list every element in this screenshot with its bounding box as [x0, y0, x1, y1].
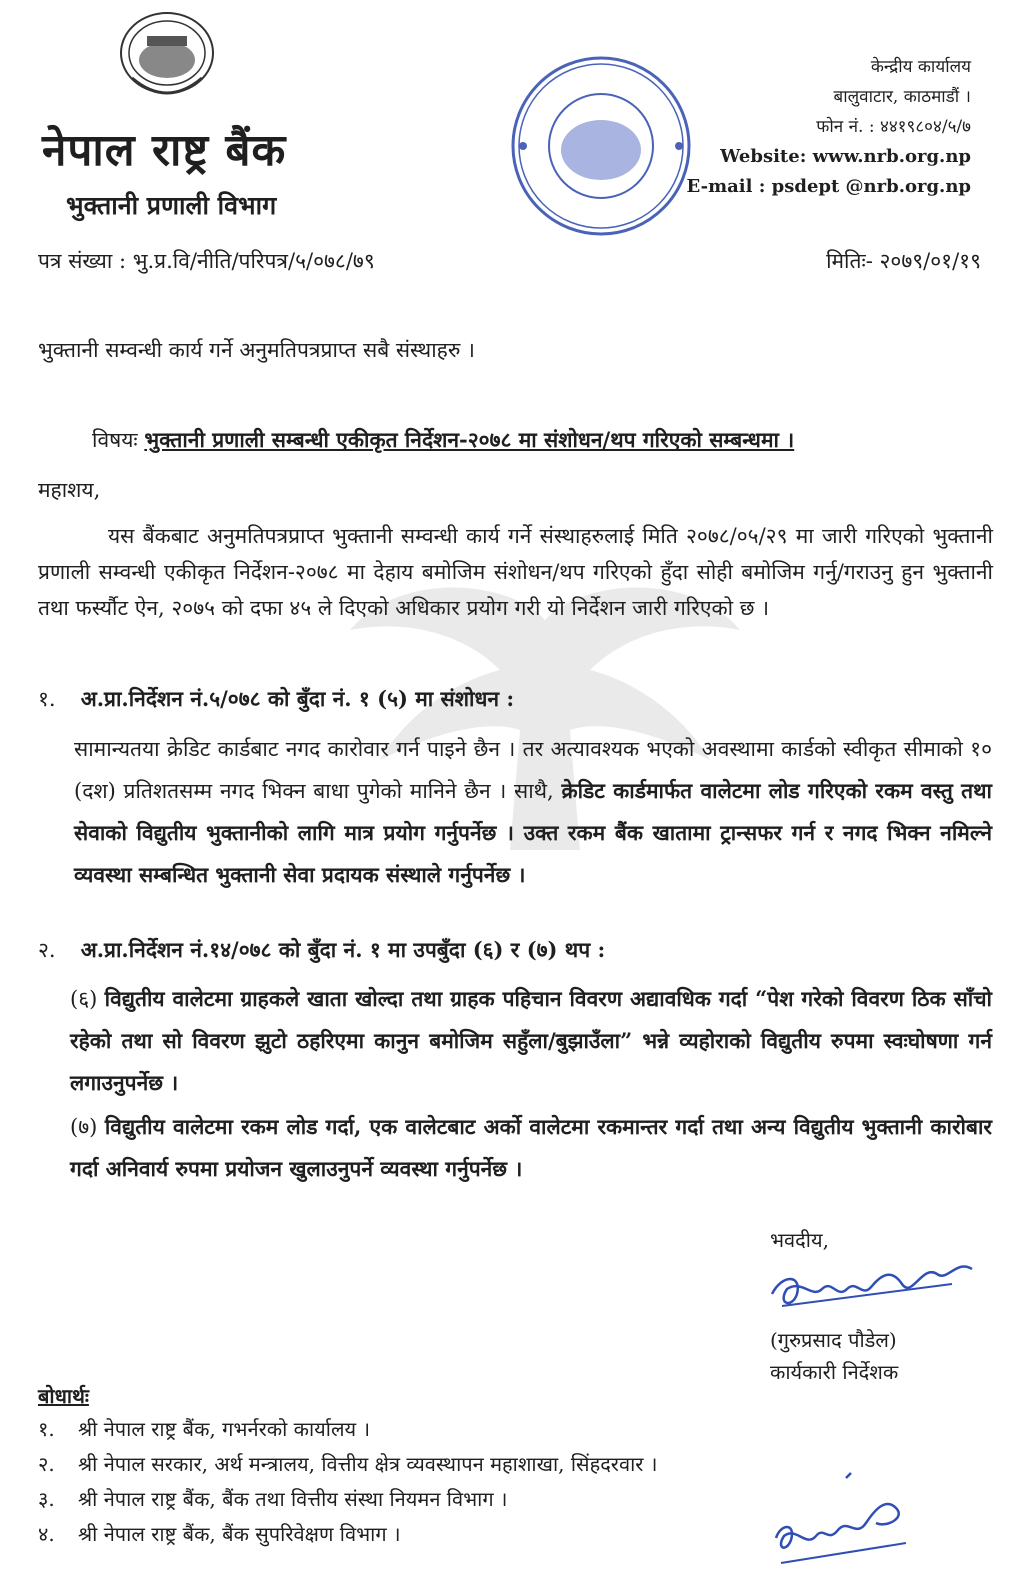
subject-label: विषयः	[92, 428, 138, 452]
recipient-line: भुक्तानी सम्वन्धी कार्य गर्ने अनुमतिपत्रप्राप्त सबै संस्थाहरु ।	[38, 338, 476, 362]
cc-item: ४. श्री नेपाल राष्ट्र बैंक, बैंक सुपरिवेक्षण विभाग ।	[38, 1522, 401, 1546]
office-address: बालुवाटार, काठमाडौं ।	[833, 87, 971, 107]
department-seal-stamp	[505, 50, 697, 242]
sub-item-6-text: विद्युतीय वालेटमा ग्राहकले खाता खोल्दा तथा ग्राहक पहिचान विवरण अद्यावधिक गर्दा “पेश गरेको विवरण ठिक साँचो रहेको तथा सो विवरण झुटो ठहरिएमा कानुन बमोजिम सहुँला/बुझाउँला” भन्ने व्यहोराको विद्युतीय रुपमा स्वःघोषणा गर्न लगाउनुपर्नेछ ।	[70, 986, 992, 1095]
sub-item-7-text: विद्युतीय वालेटमा रकम लोड गर्दा, एक वालेटबाट अर्को वालेटमा रकमान्तर गर्दा तथा अन्य विद्युतीय भुक्तानी कारोबार गर्दा अनिवार्य रुपमा प्रयोजन खुलाउनुपर्ने व्यवस्था गर्नुपर्नेछ ।	[70, 1114, 992, 1181]
intro-paragraph: यस बैंकबाट अनुमतिपत्रप्राप्त भुक्तानी सम्वन्धी कार्य गर्ने संस्थाहरुलाई मिति २०७८/०५/२९ मा जारी गरिएको भुक्तानी प्रणाली सम्वन्धी एकीकृत निर्देशन-२०७८ मा देहाय बमोजिम संशोधन/थप गरिएको हुँदा सोही बमोजिम गर्नु/गराउनु हुन भुक्तानी तथा फर्स्यौट ऐन, २०७५ को दफा ४५ ले दिएको अधिकार प्रयोग गरी यो निर्देशन जारी गरिएको छ ।	[38, 524, 993, 620]
department-name: भुक्तानी प्रणाली विभाग	[66, 191, 277, 220]
office-website[interactable]: Website: www.nrb.org.np	[720, 146, 971, 167]
office-contact-block	[687, 52, 971, 202]
initials-signature	[766, 1468, 916, 1578]
cc-item: २. श्री नेपाल सरकार, अर्थ मन्त्रालय, वित्तीय क्षेत्र व्यवस्थापन महाशाखा, सिंहदरवार ।	[38, 1452, 658, 1476]
subject-text: भुक्तानी प्रणाली सम्बन्धी एकीकृत निर्देशन-२०७८ मा संशोधन/थप गरिएको सम्बन्धमा ।	[144, 427, 795, 452]
closing-line: भवदीय,	[770, 1228, 829, 1252]
cc-item: ३. श्री नेपाल राष्ट्र बैंक, बैंक तथा वित्तीय संस्था नियमन विभाग ।	[38, 1487, 508, 1511]
office-email[interactable]: E-mail : psdept @nrb.org.np	[686, 176, 971, 197]
signer-name: (गुरुप्रसाद पौडेल)	[770, 1328, 897, 1352]
item-2-number: २.	[38, 938, 56, 962]
item-1-heading: अ.प्रा.निर्देशन नं.५/०७८ को बुँदा नं. १ (५) मा संशोधन :	[80, 686, 515, 711]
subject-line	[92, 426, 794, 454]
sub-item-7	[70, 1106, 992, 1190]
cc-item: १. श्री नेपाल राष्ट्र बैंक, गभर्नरको कार्यालय ।	[38, 1417, 371, 1441]
bank-name-heading: नेपाल राष्ट्र बैंक	[42, 125, 287, 176]
signature-image	[762, 1244, 982, 1324]
item-1-body	[74, 728, 992, 896]
item-1-body-bold: क्रेडिट कार्डमार्फत वालेटमा लोड गरिएको रकम वस्तु तथा सेवाको विद्युतीय भुक्तानीको लागि मात्र प्रयोग गर्नुपर्नेछ । उक्त रकम बैंक खातामा ट्रान्सफर गर्न र नगद भिक्न नमिल्ने व्यवस्था सम्बन्धित भुक्तानी सेवा प्रदायक संस्थाले गर्नुपर्नेछ ।	[74, 778, 992, 887]
signer-title: कार्यकारी निर्देशक	[770, 1360, 899, 1384]
item-1-number: १.	[38, 687, 56, 711]
item-2-heading: अ.प्रा.निर्देशन नं.१४/०७८ को बुँदा नं. १ मा उपबुँदा (६) र (७) थप :	[80, 937, 606, 962]
office-name: केन्द्रीय कार्यालय	[870, 57, 971, 77]
item-1-body-normal: सामान्यतया क्रेडिट कार्डबाट नगद कारोवार गर्न पाइने छैन । तर अत्यावश्यक भएको अवस्थामा कार्डको स्वीकृत सीमाको १० (दश) प्रतिशतसम्म नगद भिक्न बाधा पुगेको मानिने छैन । साथै,	[74, 737, 992, 803]
cc-list	[38, 1412, 657, 1552]
item-2-title	[38, 936, 605, 964]
sub-item-7-number: (७)	[70, 1115, 98, 1139]
salutation: महाशय,	[38, 478, 101, 502]
reference-number: पत्र संख्या : भु.प्र.वि/नीति/परिपत्र/५/०७८/७९	[38, 249, 375, 273]
letter-date: मितिः- २०७९/०१/१९	[826, 249, 981, 273]
item-1-title	[38, 685, 514, 713]
sub-item-6	[70, 978, 992, 1104]
office-phone: फोन नं. : ४४१९८०४/५/७	[816, 117, 971, 137]
sub-item-6-number: (६)	[70, 987, 98, 1011]
bank-emblem-logo	[112, 8, 222, 112]
cc-label: बोधार्थः	[38, 1384, 89, 1408]
